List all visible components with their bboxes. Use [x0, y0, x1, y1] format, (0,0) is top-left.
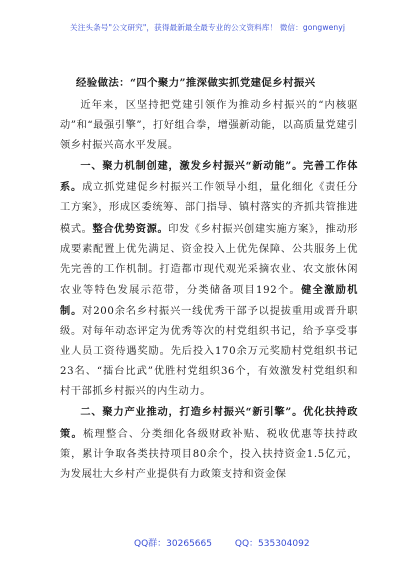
body-paragraph: [60, 156, 358, 402]
paragraph-text: 成立抓党建促乡村振兴工作领导小组，量化细化《责任分工方案》，形成区委统筹、部门指导、镇村落实的齐抓共管推进模式。: [60, 182, 358, 235]
bold-heading-text: 整合优势资源。: [92, 222, 169, 235]
paragraph-text: 对200余名乡村振兴一线优秀干部予以提拔重用或晋升职级。对每年动态评定为优秀等次的村党组织书记，给予享受事业人员工资待遇奖励。先后投入170余万元奖励村党组织书记23名、“擂台比武”优胜村党组织36个，有效激发村党组织和村干部抓乡村振兴的内生动力。: [60, 305, 358, 398]
bold-heading-text: 健全激励机制。: [60, 283, 358, 317]
header-banner: 关注头条号"公文研究"，获得最新最全最专业的公文资料库！ 微信：gongwenyj: [70, 23, 346, 32]
bold-heading-text: 二、聚力产业推动，打造乡村振兴“新引擎”。优化扶持政策。: [60, 406, 358, 440]
bold-heading-text: 一、聚力机制创建，激发乡村振兴“新动能”。完善工作体系。: [60, 160, 358, 194]
paragraph-text: 近年来，区坚持把党建引领作为推动乡村振兴的“内核驱动”和“最强引擎”，打好组合拳，增强新动能，以高质量党建引领乡村振兴高水平发展。: [60, 100, 358, 152]
footer-contacts: [134, 536, 310, 549]
body-paragraph: [60, 96, 358, 156]
document-title: 经验做法：“四个聚力”推深做实抓党建促乡村振兴: [76, 77, 316, 89]
body-paragraph: [60, 402, 358, 484]
paragraph-text: 梳理整合、分类细化各级财政补贴、税收优惠等扶持政策，累计争取各类扶持项目80余个，投入扶持资金1.5亿元，为发展壮大乡村产业提供有力政策支持和资金保: [60, 428, 358, 480]
footer-qq-group: QQ群：30265665: [134, 539, 212, 549]
footer-qq: QQ：535304092: [234, 539, 310, 549]
paragraph-text: 印发《乡村振兴创建实施方案》，推动形成要素配置上优先满足、资金投入上优先保障、公共服务上优先完善的工作机制。打造都市现代观光采摘农业、农文旅休闲农业等特色发展示范带，分类储备项目192个。: [60, 223, 358, 296]
document-body: [60, 96, 358, 485]
